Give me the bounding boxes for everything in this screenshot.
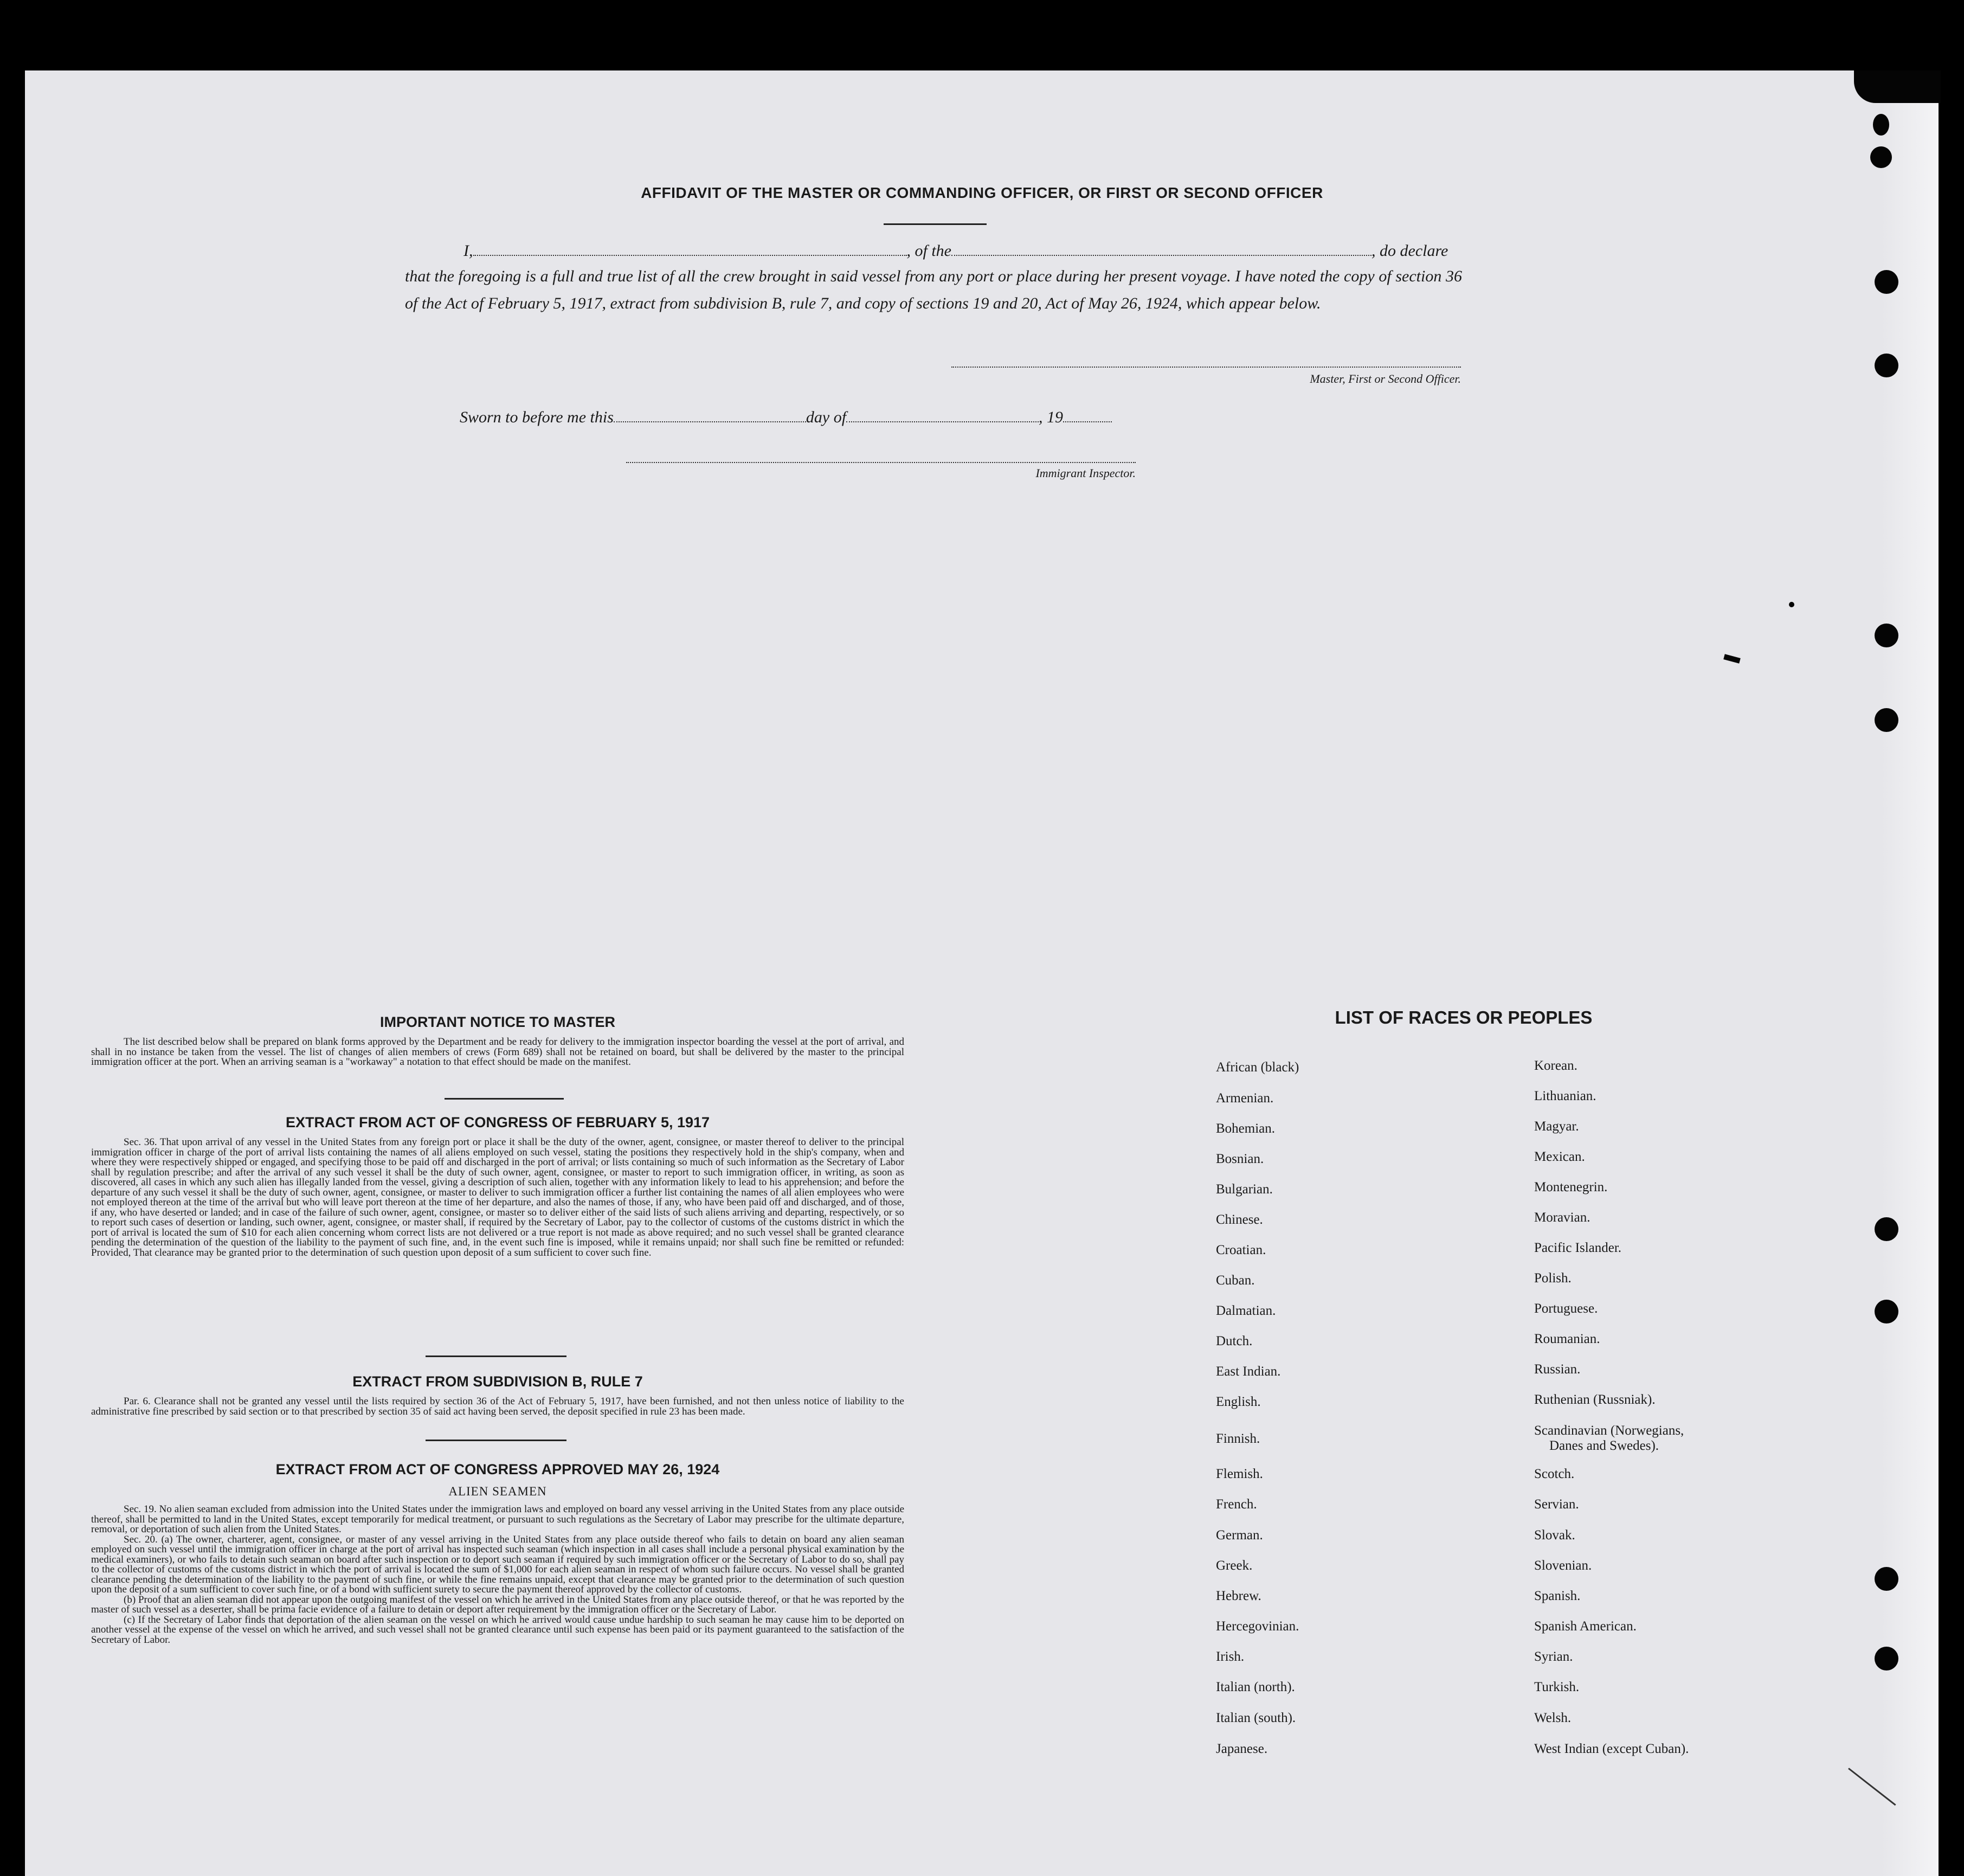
race-item: Polish. — [1534, 1271, 1572, 1286]
race-item: Syrian. — [1534, 1649, 1573, 1664]
binder-hole — [1875, 1647, 1898, 1671]
race-item: Scotch. — [1534, 1467, 1575, 1481]
notice-text: The list described below shall be prepared on blank forms approved by the Department and be ready for delivery to the immigration inspector boarding the vessel at the port of arrival, and shall in no instance be taken from the vessel. The list of changes of alien members of crews (Form 689) shall not be retained on board, but shall be delivered by the master to the principal immigration officer at the port. When an arriving seaman is a "workaway" a notation to that effect should be made on the manifest. — [91, 1036, 904, 1068]
sec20c-text: (c) If the Secretary of Labor finds that deportation of the alien seaman on the vessel on which he arrived would cause undue hardship to such seaman he may cause him to be deported on another vessel at the expense of the vessel on which he arrived, and such vessel shall not be granted clearance until such expense has been paid or its payment guaranteed to the satisfaction of the Secretary of Labor. — [91, 1614, 904, 1646]
race-item: Cuban. — [1216, 1273, 1255, 1288]
sworn-line: Sworn to before me this day of , 19 — [460, 404, 1164, 431]
binder-hole — [1875, 270, 1898, 294]
race-item: Korean. — [1534, 1058, 1577, 1073]
race-item: Italian (north). — [1216, 1680, 1295, 1694]
race-item: Bulgarian. — [1216, 1182, 1273, 1197]
extract-1924-title: EXTRACT FROM ACT OF CONGRESS APPROVED MAY 26, 1924 — [275, 1461, 720, 1477]
sworn-day-blank[interactable] — [614, 421, 806, 422]
title-underline — [884, 223, 987, 225]
extract-1917-title: EXTRACT FROM ACT OF CONGRESS OF FEBRUARY 5, 1917 — [285, 1114, 710, 1130]
extract-1917-text: Sec. 36. That upon arrival of any vessel in the United States from any foreign port or place it shall be the duty of the owner, agent, consignee, or master thereof to deliver to the principal immigration officer in charge of the port of arrival lists containing the names of all aliens employed on such vessel, stating the positions they respectively hold in the ship's company, when and where they were respectively shipped or engaged, and specifying those to be paid off and discharged in the port of arrival; or lists containing so much of such information as the Secretary of Labor shall by regulation prescribe; and after the arrival of any such vessel it shall be the duty of such owner, agent, consignee, or master to report to such immigration officer, in writing, as soon as discovered, all cases in which any such alien has illegally landed from the vessel, giving a description of such alien, together with any information likely to lead to his apprehension; and before the departure of any such vessel it shall be the duty of such owner, agent, consignee, or master to deliver to such immigration officer a further list containing the names of all alien employees who were not employed thereon at the time of the arrival but who will leave port thereon at the time of her departure, and also the names of those, if any, who have been paid off and discharged, and of those, if any, who have deserted or landed; and in case of the failure of such owner, agent, consignee, or master so to deliver either of the said lists of such aliens arriving and departing, respectively, or so to report such cases of desertion or landing, such owner, agent, consignee, or master shall, if required by the Secretary of Labor, pay to the collector of customs of the customs district in which the port of arrival is located the sum of $10 for each alien concerning whom correct lists are not delivered or a true report is not made as above required; and no such vessel shall be granted clearance pending the determination of the question of the liability to the payment of such fine, and, in the event such fine is imposed, while it remains unpaid; nor shall such fine be remitted or refunded: Provided, That clearance may be granted prior to the determination of such question upon deposit of a sum sufficient to cover such fine. — [91, 1136, 904, 1258]
race-item: Turkish. — [1534, 1680, 1580, 1694]
sec19-text: Sec. 19. No alien seaman excluded from admission into the United States under the immigration laws and employed on board any vessel arriving in the United States from any place outside thereof, shall be permitted to land in the United States, except temporarily for medical treatment, or pursuant to such regulations as the Secretary of Labor may prescribe for the ultimate departure, removal, or deportation of such alien from the United States. — [91, 1504, 904, 1535]
race-item: Mexican. — [1534, 1149, 1585, 1164]
race-item: Russian. — [1534, 1362, 1581, 1377]
sec20b-text: (b) Proof that an alien seaman did not appear upon the outgoing manifest of the vessel on which he arrived in the United States from any place outside thereof, or that he was reported by the master of such vessel as a deserter, shall be prima facie evidence of a failure to detain or deport after requirement by the immigration officer or the Secretary of Labor. — [91, 1594, 904, 1615]
affidavit-body: that the foregoing is a full and true list of all the crew brought in said vessel from any port or place during her present voyage. I have noted the copy of section 36 of the Act of February 5, 1917, extract from subdivision B, rule 7, and copy of sections 19 and 20, Act of May 26, 1924, which appear below. — [405, 267, 1462, 312]
race-item: Japanese. — [1216, 1742, 1268, 1756]
inspector-signature-line[interactable] — [626, 462, 1136, 463]
rule7-text: Par. 6. Clearance shall not be granted any vessel until the lists required by section 36 of the Act of February 5, 1917, have been furnished, and not then unless notice of liability to the administrative fine prescribed by said section or to that prescribed by section 35 of said act having been served, the deposit specified in rule 23 has been made. — [91, 1396, 904, 1417]
binder-hole — [1875, 1217, 1898, 1241]
race-item: Spanish American. — [1534, 1619, 1637, 1634]
race-item: Hebrew. — [1216, 1589, 1261, 1603]
race-item: African (black) — [1216, 1060, 1299, 1075]
race-item: Finnish. — [1216, 1431, 1260, 1446]
paper-edge-shading — [1881, 70, 1939, 1876]
races-title: LIST OF RACES OR PEOPLES — [1335, 1007, 1593, 1027]
race-item: Dalmatian. — [1216, 1303, 1276, 1318]
race-item: Danes and Swedes). — [1549, 1438, 1659, 1453]
declaration-line: I, , of the , do declare — [463, 242, 1448, 260]
race-item: Roumanian. — [1534, 1332, 1600, 1346]
race-item: Ruthenian (Russniak). — [1534, 1392, 1656, 1407]
divider — [445, 1098, 564, 1100]
race-item: Bohemian. — [1216, 1121, 1276, 1136]
race-item: Welsh. — [1534, 1711, 1572, 1725]
torn-edge-notch — [1870, 146, 1892, 168]
name-blank[interactable] — [473, 255, 907, 256]
race-item: English. — [1216, 1395, 1261, 1409]
stray-mark — [1789, 602, 1794, 607]
race-item: Armenian. — [1216, 1091, 1274, 1106]
binder-hole — [1875, 624, 1898, 647]
race-item: Pacific Islander. — [1534, 1241, 1622, 1255]
race-item: East Indian. — [1216, 1364, 1281, 1379]
master-signature-line[interactable] — [951, 367, 1461, 368]
divider — [426, 1355, 566, 1357]
race-item: Lithuanian. — [1534, 1089, 1596, 1103]
notice-title: IMPORTANT NOTICE TO MASTER — [380, 1014, 615, 1030]
binder-hole — [1875, 1300, 1898, 1324]
race-item: Portuguese. — [1534, 1301, 1598, 1316]
race-item: Magyar. — [1534, 1119, 1579, 1134]
binder-hole — [1875, 354, 1898, 377]
race-item: Flemish. — [1216, 1467, 1263, 1481]
race-item: Irish. — [1216, 1649, 1245, 1664]
torn-edge-notch — [1873, 114, 1889, 136]
master-signature-caption: Master, First or Second Officer. — [1310, 372, 1461, 386]
race-item: Dutch. — [1216, 1334, 1253, 1348]
rule7-title: EXTRACT FROM SUBDIVISION B, RULE 7 — [352, 1373, 643, 1390]
race-item: Montenegrin. — [1534, 1180, 1608, 1194]
sec20a-text: Sec. 20. (a) The owner, charterer, agent, consignee, or master of any vessel arriving in the United States from any place outside thereof who fails to detain on board any alien seaman employed on such vessel until the immigration officer in charge at the port of arrival has inspected such seaman (which inspection in all cases shall include a personal physical examination by the medical examiners), or who fails to detain such seaman on board after such inspection or to deport such seaman if required by such immigration officer or the Secretary of Labor to do so, shall pay to the collector of customs of the customs district in which the port of arrival is located the sum of $1,000 for each alien seaman in respect of whom such failure occurs. No vessel shall be granted clearance pending the determination of the liability to the payment of such fine, or while the fine remains unpaid, except that clearance may be granted prior to the determination of such question upon the deposit of a sum sufficient to cover such fine, or of a bond with sufficient surety to secure the payment thereof approved by the collector of customs. — [91, 1533, 904, 1595]
extract-1924-text — [91, 1505, 904, 1645]
affidavit-title: AFFIDAVIT OF THE MASTER OR COMMANDING OFFICER, OR FIRST OR SECOND OFFICER — [641, 184, 1323, 201]
race-item: Slovenian. — [1534, 1558, 1592, 1573]
race-item: Scandinavian (Norwegians, — [1534, 1423, 1684, 1438]
race-item: Chinese. — [1216, 1212, 1263, 1227]
race-item: Bosnian. — [1216, 1152, 1264, 1166]
binder-hole — [1875, 708, 1898, 732]
race-item: West Indian (except Cuban). — [1534, 1742, 1689, 1756]
sworn-month-blank[interactable] — [846, 421, 1039, 422]
race-item: Slovak. — [1534, 1528, 1575, 1543]
binder-hole — [1875, 1567, 1898, 1591]
race-item: Hercegovinian. — [1216, 1619, 1299, 1634]
torn-corner — [1854, 70, 1941, 103]
race-item: Italian (south). — [1216, 1711, 1296, 1725]
race-item: German. — [1216, 1528, 1263, 1543]
race-item: French. — [1216, 1497, 1257, 1512]
divider — [426, 1440, 566, 1441]
inspector-caption: Immigrant Inspector. — [1035, 466, 1136, 480]
sworn-year-blank[interactable] — [1063, 421, 1112, 422]
race-item: Moravian. — [1534, 1210, 1590, 1225]
race-item: Greek. — [1216, 1558, 1253, 1573]
race-item: Croatian. — [1216, 1243, 1266, 1257]
race-item: Spanish. — [1534, 1589, 1581, 1603]
vessel-blank[interactable] — [951, 255, 1371, 256]
alien-seamen-subtitle: ALIEN SEAMEN — [448, 1485, 547, 1498]
race-item: Servian. — [1534, 1497, 1579, 1512]
